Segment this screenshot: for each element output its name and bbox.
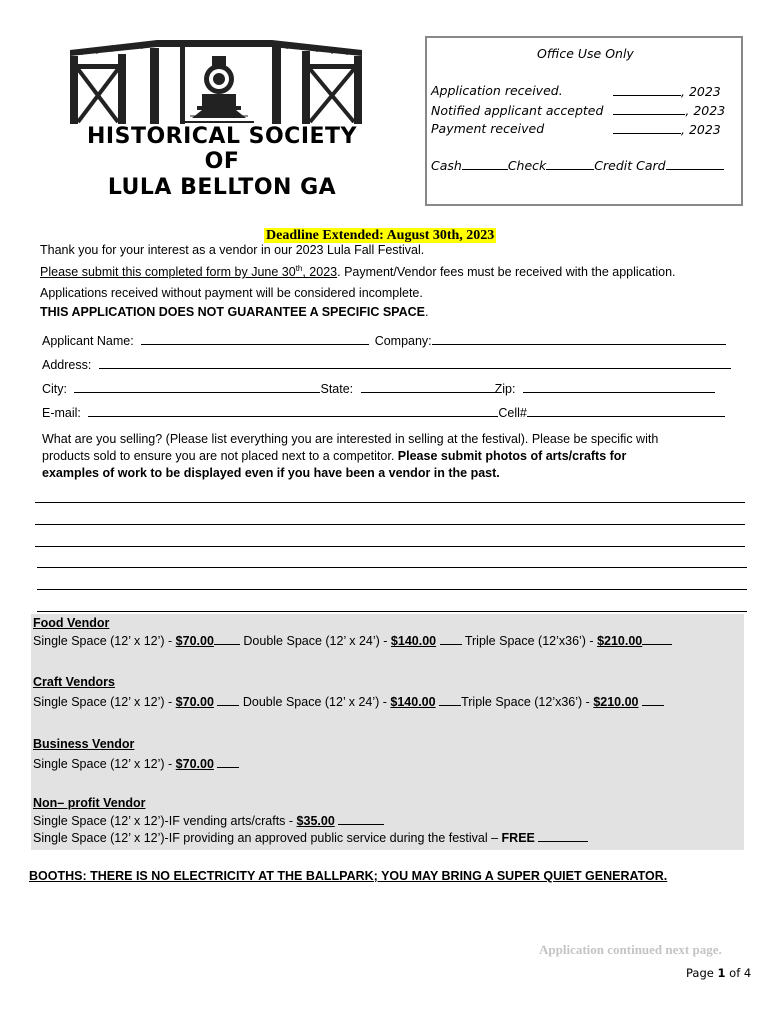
answer-line-1[interactable] [35, 502, 745, 503]
email-field[interactable] [88, 405, 498, 417]
answer-line-3[interactable] [35, 546, 745, 547]
nonprofit-line1-check[interactable] [338, 813, 384, 825]
office-received-row [431, 83, 721, 99]
food-vendor-title: Food Vendor [33, 616, 110, 630]
craft-single-label: Single Space (12’ x 12’) - [33, 695, 176, 709]
craft-triple-price: $210.00 [593, 695, 639, 709]
craft-single-check[interactable] [217, 694, 239, 706]
business-single-price: $70.00 [175, 757, 214, 771]
address-row [42, 357, 731, 372]
page-number [686, 966, 751, 980]
food-triple-label: Triple Space (12’x36’) - [464, 634, 598, 648]
business-vendor-title: Business Vendor [33, 737, 135, 751]
applicant-row [42, 333, 726, 348]
craft-vendor-title: Craft Vendors [33, 675, 115, 689]
office-received-label: Application received. [431, 83, 563, 98]
nonprofit-line1-label: Single Space (12’ x 12’)-IF vending arts/crafts - [33, 814, 297, 828]
food-single-label: Single Space (12’ x 12’) - [33, 634, 176, 648]
email-row [42, 405, 725, 420]
address-field[interactable] [99, 357, 731, 369]
office-notified-label: Notified applicant accepted [431, 103, 604, 118]
guarantee-end: . [424, 305, 429, 319]
craft-vendor-options [33, 694, 664, 709]
submit-text-b: , 2023 [302, 265, 338, 280]
cell-label: Cell# [498, 406, 527, 420]
office-payment-row [431, 121, 721, 137]
nonprofit-line1-price: $35.00 [296, 814, 335, 828]
business-vendor-options [33, 756, 239, 771]
page-current: 1 [717, 966, 726, 980]
craft-double-price: $140.00 [390, 695, 436, 709]
food-double-price: $140.00 [390, 634, 437, 648]
cell-field[interactable] [527, 405, 725, 417]
train-bridge-icon [62, 36, 382, 126]
office-payment-label: Payment received [431, 121, 545, 136]
answer-line-4[interactable] [37, 567, 747, 568]
office-cash-label: Cash [431, 158, 462, 173]
nonprofit-line2-check[interactable] [538, 830, 588, 842]
office-title: Office Use Only [537, 46, 634, 61]
submit-text-sup: th [295, 264, 303, 273]
submit-text-c: . Payment/Vendor fees must be received with the application. [337, 265, 676, 280]
office-notified-row [431, 102, 725, 118]
office-credit-label: Credit Card [594, 158, 666, 173]
selling-question-2a: products sold to ensure you are not placed next to a competitor. [42, 449, 398, 463]
business-single-label: Single Space (12’ x 12’) - [33, 757, 176, 771]
selling-question-1: What are you selling? (Please list everything you are interested in selling at the festival). Please be specific with [42, 432, 659, 446]
craft-triple-label: Triple Space (12’x36’) - [461, 695, 594, 709]
booths-electricity-note: BOOTHS: THERE IS NO ELECTRICITY AT THE BALLPARK; YOU MAY BRING A SUPER QUIET GENERATOR. [29, 869, 668, 883]
nonprofit-line2-price: FREE [501, 831, 535, 845]
food-single-price: $70.00 [175, 634, 214, 648]
deadline-notice: Deadline Extended: August 30th, 2023 [266, 228, 495, 243]
society-name-line3: LULA BELLTON GA [107, 175, 337, 200]
answer-line-5[interactable] [37, 589, 747, 590]
page-prefix: Page [686, 966, 718, 980]
state-label: State: [320, 382, 354, 396]
office-check-label: Check [507, 158, 547, 173]
submit-text-a: Please submit this completed form by June 30 [40, 265, 296, 280]
submit-text [40, 264, 676, 279]
applicant-name-field[interactable] [141, 333, 369, 345]
answer-line-2[interactable] [35, 524, 745, 525]
craft-single-price: $70.00 [175, 695, 214, 709]
city-row [42, 381, 715, 396]
office-notified-year: , 2023 [685, 103, 726, 118]
nonprofit-line2-label: Single Space (12’ x 12’)-IF providing an approved public service during the festival – [33, 831, 502, 845]
selling-question-3: examples of work to be displayed even if you have been a vendor in the past. [42, 466, 500, 480]
society-logo [62, 36, 382, 206]
food-double-check[interactable] [440, 633, 462, 645]
nonprofit-option-2 [33, 830, 588, 845]
society-name-line1: HISTORICAL SOCIETY [87, 124, 357, 149]
food-double-label: Double Space (12’ x 24’) - [243, 634, 391, 648]
company-field[interactable] [432, 333, 726, 345]
zip-field[interactable] [523, 381, 715, 393]
guarantee-bold: THIS APPLICATION DOES NOT GUARANTEE A SPECIFIC SPACE [40, 305, 425, 319]
food-triple-price: $210.00 [597, 634, 643, 648]
guarantee-text [40, 305, 428, 319]
city-field[interactable] [74, 381, 320, 393]
office-payment-year: , 2023 [681, 122, 721, 137]
applicant-label: Applicant Name: [42, 334, 134, 348]
food-vendor-options [33, 633, 672, 648]
selling-question-2b: Please submit photos of arts/crafts for [397, 449, 627, 463]
office-use-box [425, 36, 743, 206]
incomplete-text: Applications received without payment will be considered incomplete. [40, 286, 423, 300]
city-label: City: [42, 382, 67, 396]
business-single-check[interactable] [217, 756, 239, 768]
food-single-check[interactable] [214, 633, 240, 645]
zip-label: Zip: [494, 382, 516, 396]
society-name-line2: OF [204, 149, 240, 174]
company-label: Company: [374, 334, 432, 348]
nonprofit-vendor-title: Non– profit Vendor [33, 796, 146, 810]
craft-triple-check[interactable] [642, 694, 664, 706]
craft-double-check[interactable] [439, 694, 461, 706]
answer-line-6[interactable] [37, 611, 747, 612]
office-method-row [431, 157, 724, 173]
craft-double-label: Double Space (12’ x 24’) - [242, 695, 391, 709]
selling-question-2 [42, 449, 626, 463]
nonprofit-option-1 [33, 813, 384, 828]
thanks-text: Thank you for your interest as a vendor in our 2023 Lula Fall Festival. [40, 243, 425, 257]
page-total: 4 [743, 966, 752, 980]
state-field[interactable] [361, 381, 495, 393]
address-label: Address: [42, 358, 92, 372]
page-of: of [725, 966, 744, 980]
food-triple-check[interactable] [642, 633, 672, 645]
continued-notice: Application continued next page. [539, 942, 722, 957]
office-received-year: , 2023 [681, 84, 721, 99]
email-label: E-mail: [42, 406, 81, 420]
